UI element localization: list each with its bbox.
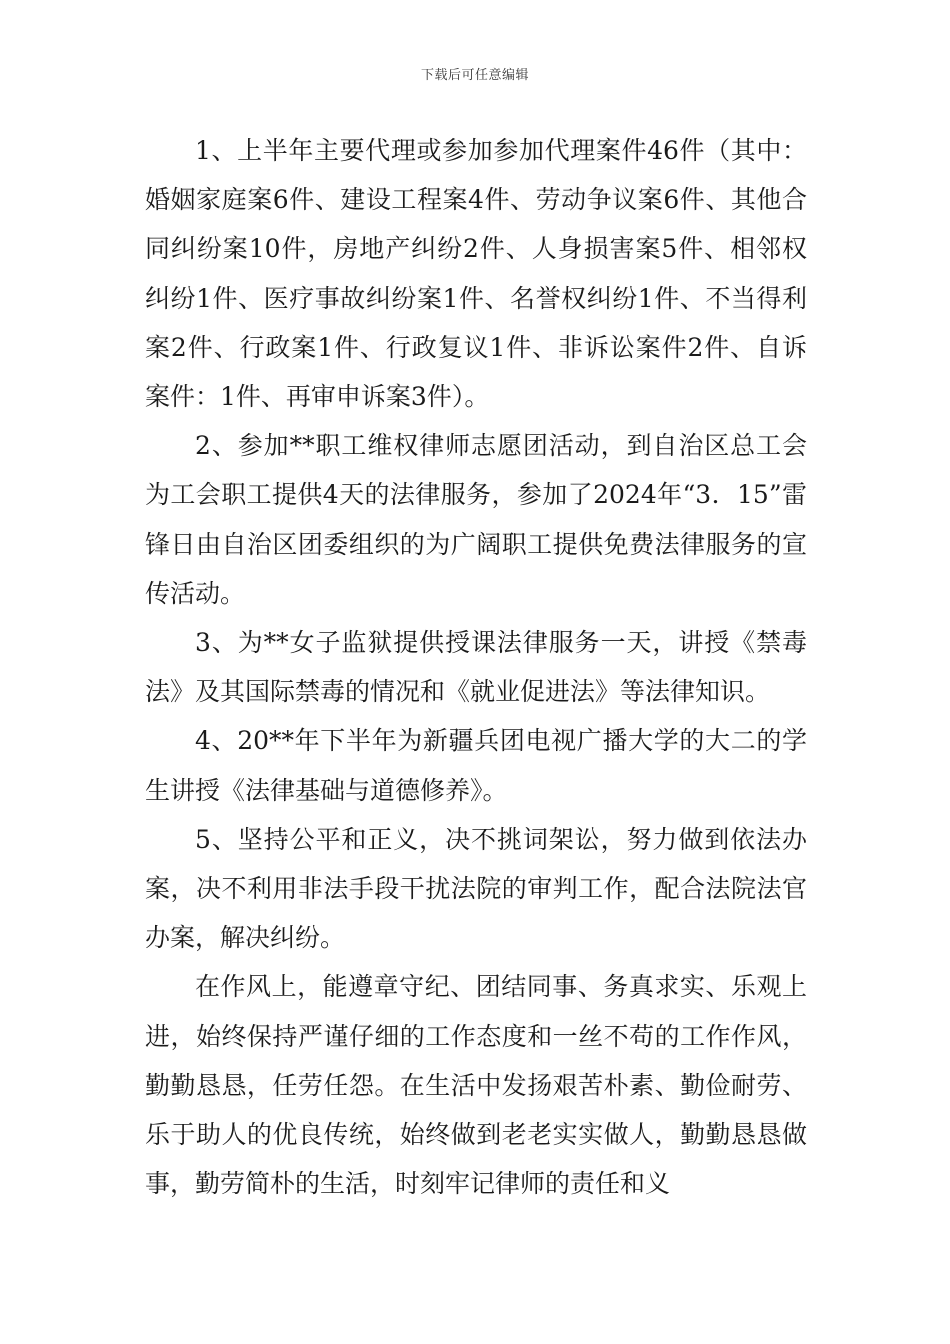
paragraph-university-lecture: 4、20**年下半年为新疆兵团电视广播大学的大二的学生讲授《法律基础与道德修养》。 (145, 726, 807, 805)
document-body (145, 126, 807, 1208)
paragraph-case-summary: 1、上半年主要代理或参加参加代理案件46件（其中：婚姻家庭案6件、建设工程案4件、劳动争议案6件、其他合同纠纷案10件，房地产纠纷2件、人身损害案5件、相邻权纠纷1件、医疗事故纠纷案1件、名誉权纠纷1件、不当得利案2件、行政案1件、行政复议1件、非诉讼案件2件、自诉案件：1件、再审申诉案3件）。 (145, 136, 807, 412)
paragraph-work-style: 在作风上，能遵章守纪、团结同事、务真求实、乐观上进，始终保持严谨仔细的工作态度和一丝不苟的工作作风，勤勤恳恳，任劳任怨。在生活中发扬艰苦朴素、勤俭耐劳、乐于助人的优良传统，始终做到老老实实做人，勤勤恳恳做事，勤劳简朴的生活，时刻牢记律师的责任和义 (145, 972, 807, 1199)
paragraph-justice-principle: 5、坚持公平和正义，决不挑词架讼，努力做到依法办案，决不利用非法手段干扰法院的审判工作，配合法院法官办案，解决纠纷。 (145, 824, 807, 953)
paragraph-volunteer-service: 2、参加**职工维权律师志愿团活动，到自治区总工会为工会职工提供4天的法律服务，参加了2024年“3．15”雷锋日由自治区团委组织的为广阔职工提供免费法律服务的宣传活动。 (145, 431, 807, 608)
paragraph-prison-lecture: 3、为**女子监狱提供授课法律服务一天，讲授《禁毒法》及其国际禁毒的情况和《就业促进法》等法律知识。 (145, 628, 807, 707)
page-header-note: 下载后可任意编辑 (420, 68, 529, 83)
